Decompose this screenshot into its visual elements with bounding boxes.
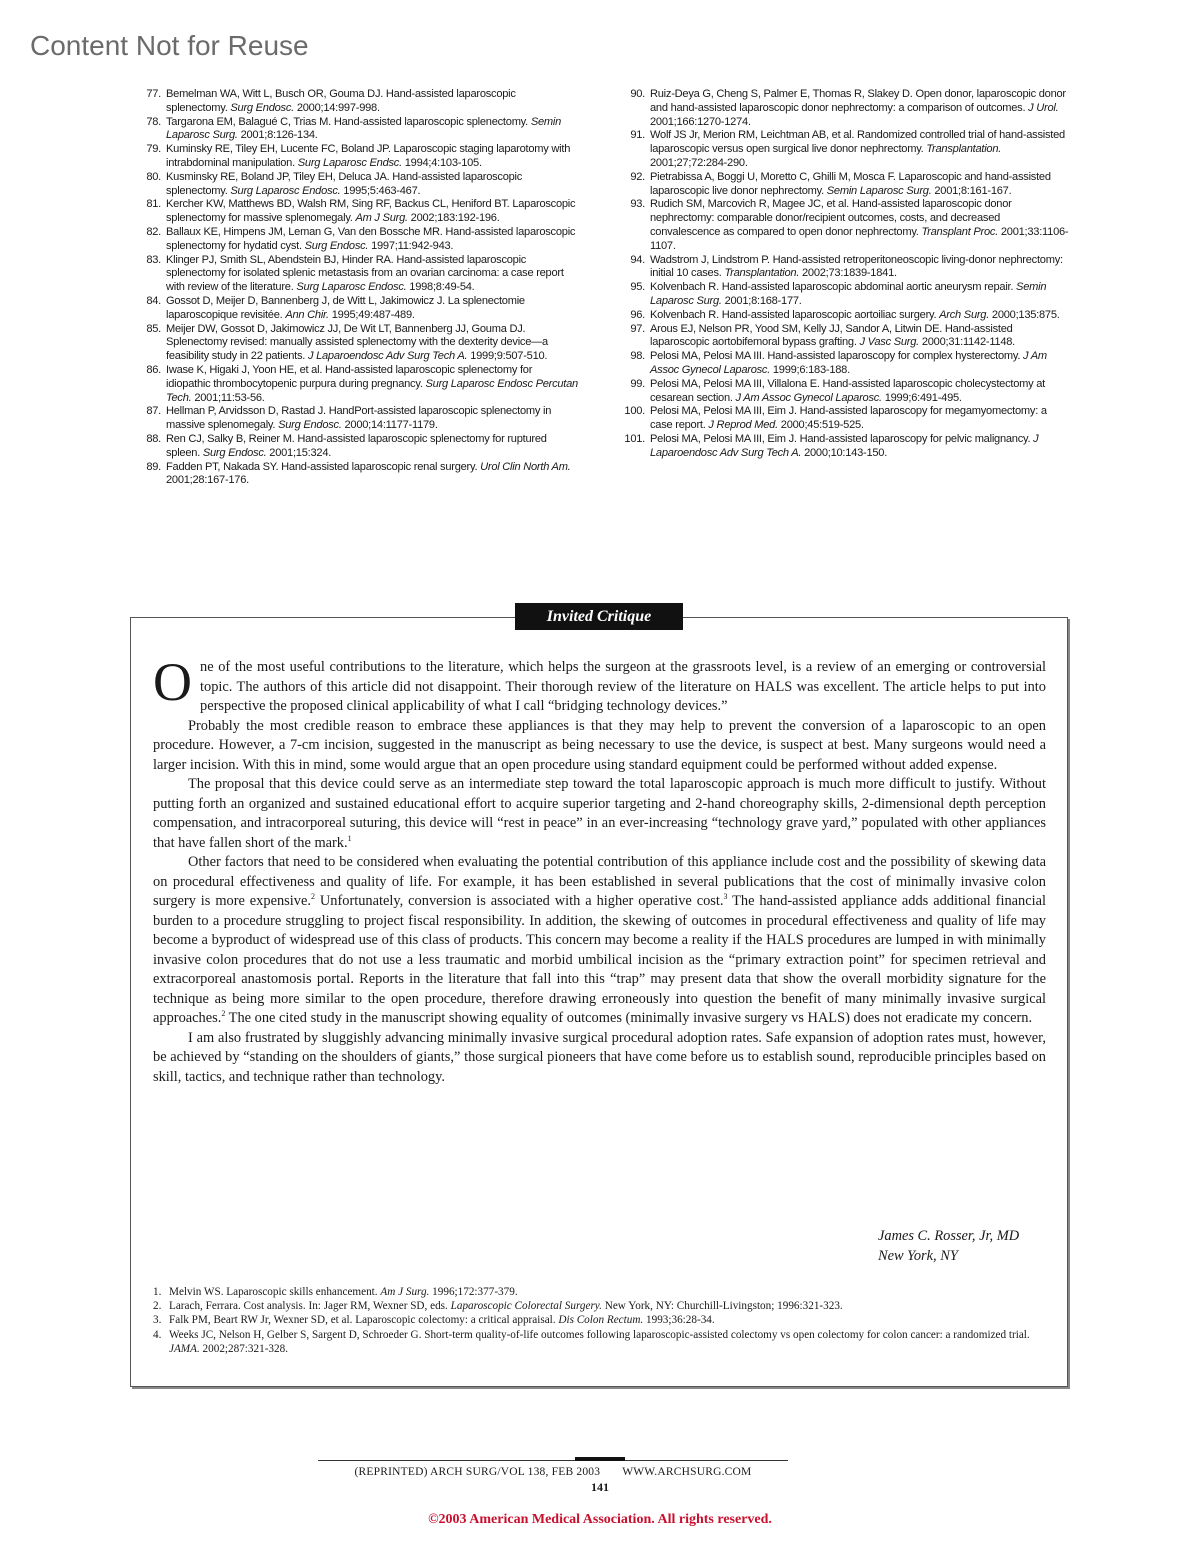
journal-name: Semin Laparosc Surg.: [650, 281, 1047, 307]
reference-number: 4.: [153, 1328, 162, 1341]
journal-name: Am J Surg.: [380, 1286, 430, 1298]
reference-number: 1.: [153, 1286, 162, 1298]
reference-number: 87.: [146, 405, 161, 418]
reference-item: [153, 1328, 1046, 1356]
footer-rule: [318, 1460, 788, 1461]
reference-number: 84.: [146, 294, 161, 307]
author-signature: [830, 1227, 1046, 1266]
journal-name: Am J Surg.: [355, 212, 408, 225]
critique-paragraph-4: Other factors that need to be considered when evaluating the potential contribution of this appliance include cost and the possibility of skewing data on procedural effectiveness and quality of life. For example, it has been established in several publications that the cost of minimally invasive colon surgery is more expensive.$^2$ Unfortunately, conversion is associated with a higher operative cost.$^3$ The hand-assisted appliance adds additional financial burden to a procedure struggling to project fiscal responsibility. In addition, the skewing of outcomes in procedural effectiveness and quality of life may become a byproduct of widespread use of this class of products. This concern may become a reality if the HALS procedures are lumped in with minimally invasive colon procedures that do not use a less traumatic and morbid umbilical incision as the “primary extraction point” for specimen retrieval and extracorporeal anastomosis portal. Reports in the literature that fall into this “trap” may present data that show the overall morbidity signature for the technique as being more similar to the open procedure, therefore drawing erroneously into question the benefit of many minimally invasive surgical approaches.$^2$ The one cited study in the manuscript showing equality of outcomes (minimally invasive surgery vs HALS) does not eradicate my concern.: [153, 854, 1046, 1026]
reference-item: [620, 281, 1072, 309]
reference-item: [136, 198, 578, 226]
reference-item: [620, 198, 1072, 253]
reference-item: [620, 309, 1072, 323]
reference-item: [620, 378, 1072, 406]
reference-text: Hellman P, Arvidsson D, Rastad J. HandPort-assisted laparoscopic splenectomy in massive splenomegaly. Surg Endosc. 2000;14:1177-1179.: [166, 405, 552, 432]
reference-text: Gossot D, Meijer D, Bannenberg J, de Witt L, Jakimowicz J. La splenectomie laparoscopique revisitée. Ann Chir. 1995;49:487-489.: [166, 294, 525, 321]
journal-name: Surg Endosc.: [230, 101, 294, 114]
reference-item: [136, 143, 578, 171]
reference-number: 88.: [146, 432, 161, 445]
reference-number: 96.: [630, 308, 645, 321]
reference-item: [153, 1285, 1046, 1299]
reference-text: Wolf JS Jr, Merion RM, Leichtman AB, et al. Randomized controlled trial of hand-assisted laparoscopic versus open surgical live donor nephrectomy. Transplantation. 2001;27;72:284-290.: [650, 129, 1065, 169]
journal-name: Surg Laparosc Endsc.: [297, 156, 402, 169]
reference-item: [136, 226, 578, 254]
reference-item: [136, 116, 578, 144]
reference-number: 81.: [146, 198, 161, 211]
website-link[interactable]: WWW.ARCHSURG.COM: [622, 1466, 752, 1478]
journal-name: Surg Laparosc Endosc Percutan Tech.: [166, 377, 578, 404]
journal-name: Surg Endosc.: [278, 419, 342, 432]
copyright-notice: ©2003 American Medical Association. All rights reserved.: [428, 1512, 772, 1527]
reference-item: [136, 254, 578, 295]
reference-item: [620, 433, 1072, 461]
reference-text: Kolvenbach R. Hand-assisted laparoscopic aortoiliac surgery. Arch Surg. 2000;135:875.: [650, 308, 1060, 321]
watermark-text: Content Not for Reuse: [30, 30, 309, 61]
reference-item: [620, 323, 1072, 351]
reference-list-left: [136, 88, 578, 488]
journal-name: J Am Assoc Gynecol Laparosc.: [735, 391, 882, 404]
reference-item: [620, 254, 1072, 282]
reference-number: 86.: [146, 363, 161, 376]
critique-reference-list: [153, 1285, 1046, 1356]
journal-line: (REPRINTED) ARCH SURG/VOL 138, FEB 2003: [354, 1466, 601, 1478]
reference-text: Melvin WS. Laparoscopic skills enhancement. Am J Surg. 1996;172:377-379.: [169, 1286, 518, 1298]
reference-text: Ballaux KE, Himpens JM, Leman G, Van den Bossche MR. Hand-assisted laparoscopic splenectomy for hydatid cyst. Surg Endosc. 1997;11:942-943.: [166, 225, 576, 252]
reference-text: Pelosi MA, Pelosi MA III, Villalona E. Hand-assisted laparoscopic cholecystectomy at cesarean section. J Am Assoc Gynecol Laparosc. 1999;6:491-495.: [650, 377, 1045, 404]
reference-text: Weeks JC, Nelson H, Gelber S, Sargent D, Schroeder G. Short-term quality-of-life outcomes following laparoscopic-assisted colectomy vs open colectomy for colon cancer: a randomized trial. JAMA. 2002;287:321-328.: [169, 1328, 1030, 1355]
reference-number: 99.: [630, 377, 645, 390]
reference-number: 97.: [630, 322, 645, 335]
journal-name: Surg Laparosc Endosc.: [296, 281, 407, 294]
reference-number: 85.: [146, 322, 161, 335]
reference-item: [136, 171, 578, 199]
reference-number: 89.: [146, 460, 161, 473]
author-name: James C. Rosser, Jr, MD: [878, 1228, 1020, 1244]
journal-name: Transplantation.: [926, 143, 1002, 156]
reference-number: 78.: [146, 115, 161, 128]
reference-list-right: [620, 88, 1072, 461]
journal-name: Surg Laparosc Endosc.: [230, 184, 341, 197]
critique-title: Invited Critique: [515, 603, 683, 630]
reference-number: 82.: [146, 225, 161, 238]
reference-item: [136, 461, 578, 489]
reference-text: Falk PM, Beart RW Jr, Wexner SD, et al. Laparoscopic colectomy: a critical appraisal. Dis Colon Rectum. 1993;36:28-34.: [169, 1314, 715, 1327]
journal-name: Surg Endosc.: [304, 239, 369, 252]
journal-name: JAMA.: [169, 1342, 200, 1355]
reference-text: Pietrabissa A, Boggi U, Moretto C, Ghilli M, Mosca F. Laparoscopic and hand-assisted laparoscopic live donor nephrectomy. Semin Laparosc Surg. 2001;8:161-167.: [650, 170, 1051, 197]
journal-name: J Laparoendosc Adv Surg Tech A.: [650, 432, 1039, 459]
reference-item: [620, 171, 1072, 199]
reference-number: 100.: [624, 405, 645, 418]
reference-text: Fadden PT, Nakada SY. Hand-assisted laparoscopic renal surgery. Urol Clin North Am. 2001;28:167-176.: [166, 460, 571, 487]
journal-name: J Laparoendosc Adv Surg Tech A.: [307, 350, 468, 363]
reference-number: 95.: [630, 281, 645, 294]
reference-item: [136, 433, 578, 461]
reference-number: 98.: [630, 350, 645, 363]
reference-item: [136, 364, 578, 405]
reference-text: Kusminsky RE, Boland JP, Tiley EH, Deluca JA. Hand-assisted laparoscopic splenectomy. Surg Laparosc Endosc. 1995;5:463-467.: [166, 170, 523, 197]
reference-item: [620, 88, 1072, 129]
reference-number: 93.: [630, 198, 645, 211]
journal-name: J Am Assoc Gynecol Laparosc.: [650, 350, 1047, 376]
reference-number: 83.: [146, 253, 161, 266]
reference-text: Larach, Ferrara. Cost analysis. In: Jager RM, Wexner SD, eds. Laparoscopic Colorectal Surgery. New York, NY: Churchill-Livingston; 1996:321-323.: [169, 1300, 843, 1313]
reference-text: Ruiz-Deya G, Cheng S, Palmer E, Thomas R, Slakey D. Open donor, laparoscopic donor and hand-assisted laparoscopic donor nephrectomy: a comparison of outcomes. J Urol. 2001;166:1270-1274.: [650, 88, 1066, 128]
reference-text: Klinger PJ, Smith SL, Abendstein BJ, Hinder RA. Hand-assisted laparoscopic splenectomy for isolated splenic metastasis from an ovarian carcinoma: a case report with review of the literature. Surg Laparosc Endosc. 1998;8:49-54.: [166, 253, 564, 294]
reference-item: [136, 323, 578, 364]
reference-item: [153, 1313, 1046, 1327]
journal-name: Semin Laparosc Surg.: [826, 184, 932, 197]
footer-rule-accent: [575, 1457, 625, 1461]
reference-number: 3.: [153, 1314, 162, 1327]
reference-item: [136, 88, 578, 116]
author-location: New York, NY: [878, 1247, 958, 1264]
reference-text: Pelosi MA, Pelosi MA III, Eim J. Hand-assisted laparoscopy for pelvic malignancy. J Laparoendosc Adv Surg Tech A. 2000;10:143-150.: [650, 432, 1039, 459]
reference-text: Ren CJ, Salky B, Reiner M. Hand-assisted laparoscopic splenectomy for ruptured spleen. Surg Endosc. 2001;15:324.: [166, 432, 547, 459]
journal-name: Laparoscopic Colorectal Surgery.: [450, 1300, 602, 1313]
journal-name: Semin Laparosc Surg.: [166, 115, 562, 142]
critique-paragraph-1: One of the most useful contributions to the literature, which helps the surgeon at the grassroots level, is a review of an emerging or controversial topic. The authors of this article did not disappoint. Their thorough review of the literature on HALS was excellent. The article helps to put into perspective the proposed clinical applicability of what I call “bridging technology devices.”: [153, 652, 1046, 714]
reference-number: 91.: [630, 129, 645, 142]
reference-number: 77.: [146, 88, 161, 100]
drop-cap: O: [153, 652, 192, 712]
reference-number: 2.: [153, 1300, 162, 1313]
reference-item: [153, 1299, 1046, 1313]
reference-text: Arous EJ, Nelson PR, Yood SM, Kelly JJ, Sandor A, Litwin DE. Hand-assisted laparoscopic aortobifemoral bypass grafting. J Vasc Surg. 2000;31:1142-1148.: [650, 322, 1016, 349]
journal-name: Dis Colon Rectum.: [558, 1314, 644, 1327]
critique-body: [153, 652, 1046, 1087]
journal-name: Surg Endosc.: [202, 446, 267, 459]
journal-name: J Urol.: [1028, 101, 1059, 114]
reference-item: [620, 405, 1072, 433]
reference-item: [620, 129, 1072, 170]
reference-number: 92.: [630, 170, 645, 183]
critique-paragraph-5: I am also frustrated by sluggishly advancing minimally invasive surgical procedural adoption rates. Safe expansion of adoption rates must, however, be achieved by “standing on the shoulders of giants,” those surgical pioneers that have come before us to establish sound, reproducible principles based on skill, tactics, and technique rather than technology.: [153, 1029, 1046, 1085]
reference-number: 90.: [630, 88, 645, 100]
reference-text: Pelosi MA, Pelosi MA III. Hand-assisted laparoscopy for complex hysterectomy. J Am Assoc Gynecol Laparosc. 1999;6:183-188.: [650, 350, 1047, 376]
reference-number: 80.: [146, 170, 161, 183]
journal-name: Ann Chir.: [285, 308, 329, 321]
critique-paragraph-2: Probably the most credible reason to embrace these appliances is that they may help to prevent the conversion of a laparoscopic to an open procedure. However, a 7-cm incision, suggested in the manuscript as being necessary to use the device, is suspect at best. Many surgeons would need a larger incision. With this in mind, some would argue that an open procedure using standard equipment could be performed without added expense.: [153, 717, 1046, 773]
journal-name: Arch Surg.: [939, 308, 990, 321]
reference-item: [136, 405, 578, 433]
journal-name: Transplant Proc.: [921, 225, 999, 238]
reference-text: Kolvenbach R. Hand-assisted laparoscopic abdominal aortic aneurysm repair. Semin Laparosc Surg. 2001;8:168-177.: [650, 281, 1047, 307]
reference-text: Kercher KW, Matthews BD, Walsh RM, Sing RF, Backus CL, Heniford BT. Laparoscopic splenectomy for massive splenomegaly. Am J Surg. 2002;183:192-196.: [166, 198, 576, 225]
journal-name: Transplantation.: [724, 267, 800, 280]
reference-text: Targarona EM, Balagué C, Trias M. Hand-assisted laparoscopic splenectomy. Semin Laparosc Surg. 2001;8:126-134.: [166, 115, 562, 142]
reference-text: Bemelman WA, Witt L, Busch OR, Gouma DJ. Hand-assisted laparoscopic splenectomy. Surg Endosc. 2000;14:997-998.: [166, 88, 516, 114]
reference-text: Iwase K, Higaki J, Yoon HE, et al. Hand-assisted laparoscopic splenectomy for idiopathic thrombocytopenic purpura during pregnancy. Surg Laparosc Endosc Percutan Tech. 2001;11:53-56.: [166, 363, 578, 404]
reference-item: [620, 350, 1072, 378]
reference-number: 94.: [630, 253, 645, 266]
reference-item: [136, 295, 578, 323]
page-number: 141: [591, 1480, 609, 1494]
journal-name: J Vasc Surg.: [859, 336, 919, 349]
reference-text: Kuminsky RE, Tiley EH, Lucente FC, Boland JP. Laparoscopic staging laparotomy with intrabdominal manipulation. Surg Laparosc Endsc. 1994;4:103-105.: [166, 143, 571, 169]
journal-name: J Reprod Med.: [708, 419, 778, 432]
critique-paragraph-3: The proposal that this device could serve as an intermediate step toward the total laparoscopic approach is much more difficult to justify. Without putting forth an organized and sustained educational effort to acquire superior targeting and 2-hand choreography skills, 2-dimensional depth perception compensation, and intracorporeal suturing, this device will “rest in peace” in an ever-increasing “technology grave yard,” populated with other appliances that have fallen short of the mark.$^1$: [153, 776, 1046, 851]
reference-number: 79.: [146, 143, 161, 156]
reference-number: 101.: [624, 432, 645, 445]
reference-text: Rudich SM, Marcovich R, Magee JC, et al. Hand-assisted laparoscopic donor nephrectomy: comparable donor/recipient outcomes, costs, and decreased convalescence as compared to open donor nephrectomy. Transplant Proc. 2001;33:1106-1107.: [650, 198, 1069, 252]
reference-text: Meijer DW, Gossot D, Jakimowicz JJ, De Wit LT, Bannenberg JJ, Gouma DJ. Splenectomy revised: manually assisted splenectomy with the dexterity device—a feasibility study in 22 patients. J Laparoendosc Adv Surg Tech A. 1999;9:507-510.: [166, 322, 548, 363]
reference-text: Wadstrom J, Lindstrom P. Hand-assisted retroperitoneoscopic living-donor nephrectomy: initial 10 cases. Transplantation. 2002;73:1839-1841.: [650, 253, 1063, 280]
footer-citation: [318, 1466, 788, 1478]
reference-text: Pelosi MA, Pelosi MA III, Eim J. Hand-assisted laparoscopy for megamyomectomy: a case report. J Reprod Med. 2000;45:519-525.: [650, 405, 1047, 432]
journal-name: Urol Clin North Am.: [480, 460, 571, 473]
